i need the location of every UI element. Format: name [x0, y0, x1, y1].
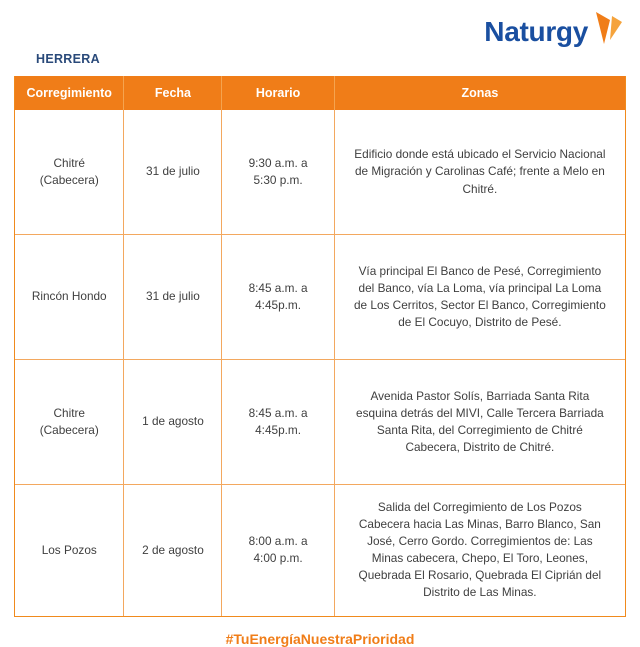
table-header-row — [15, 76, 625, 110]
cell-zonas: Avenida Pastor Solís, Barriada Santa Rita esquina detrás del MIVI, Calle Tercera Barriada Santa Rita, del Corregimiento de Chitré Cabecera, Distrito de Chitré. — [334, 360, 625, 485]
cell-horario: 8:45 a.m. a 4:45p.m. — [222, 235, 334, 360]
cell-corregimiento: Los Pozos — [15, 485, 124, 616]
cell-fecha: 31 de julio — [124, 110, 222, 235]
column-header-zonas: Zonas — [334, 76, 625, 110]
page-header — [0, 0, 640, 76]
cell-horario: 8:45 a.m. a 4:45p.m. — [222, 360, 334, 485]
cell-zonas: Vía principal El Banco de Pesé, Corregimiento del Banco, vía La Loma, vía principal La Loma de Los Cerritos, Sector El Banco, Corregimiento de El Cocuyo, Distrito de Pesé. — [334, 235, 625, 360]
cell-corregimiento: Chitré (Cabecera) — [15, 110, 124, 235]
brand-name: Naturgy — [484, 16, 588, 47]
brand-logo — [484, 18, 624, 53]
footer-hashtag: #TuEnergíaNuestraPrioridad — [225, 630, 415, 647]
cell-fecha: 1 de agosto — [124, 360, 222, 485]
table-row — [15, 360, 625, 485]
column-header-horario: Horario — [222, 76, 334, 110]
table-row — [15, 485, 625, 616]
column-header-corregimiento: Corregimiento — [15, 76, 124, 110]
column-header-fecha: Fecha — [124, 76, 222, 110]
cell-corregimiento: Chitre (Cabecera) — [15, 360, 124, 485]
table-row — [15, 110, 625, 235]
cell-horario: 9:30 a.m. a 5:30 p.m. — [222, 110, 334, 235]
table-row — [15, 235, 625, 360]
cell-zonas: Salida del Corregimiento de Los Pozos Cabecera hacia Las Minas, Barro Blanco, San José, Cerro Gordo. Corregimientos de: Las Minas cabecera, Chepo, El Toro, Leones, Quebrada El Rosario, Quebrada El Ciprián del Distrito de Las Minas. — [334, 485, 625, 616]
cell-corregimiento: Rincón Hondo — [15, 235, 124, 360]
outage-schedule-table — [14, 76, 626, 617]
cell-zonas: Edificio donde está ubicado el Servicio Nacional de Migración y Carolinas Café; frente a Melo en Chitré. — [354, 147, 606, 196]
naturgy-flame-icon — [594, 10, 624, 53]
cell-horario: 8:00 a.m. a 4:00 p.m. — [222, 485, 334, 616]
cell-fecha: 31 de julio — [124, 235, 222, 360]
section-title: HERRERA — [36, 52, 100, 66]
cell-fecha: 2 de agosto — [124, 485, 222, 616]
